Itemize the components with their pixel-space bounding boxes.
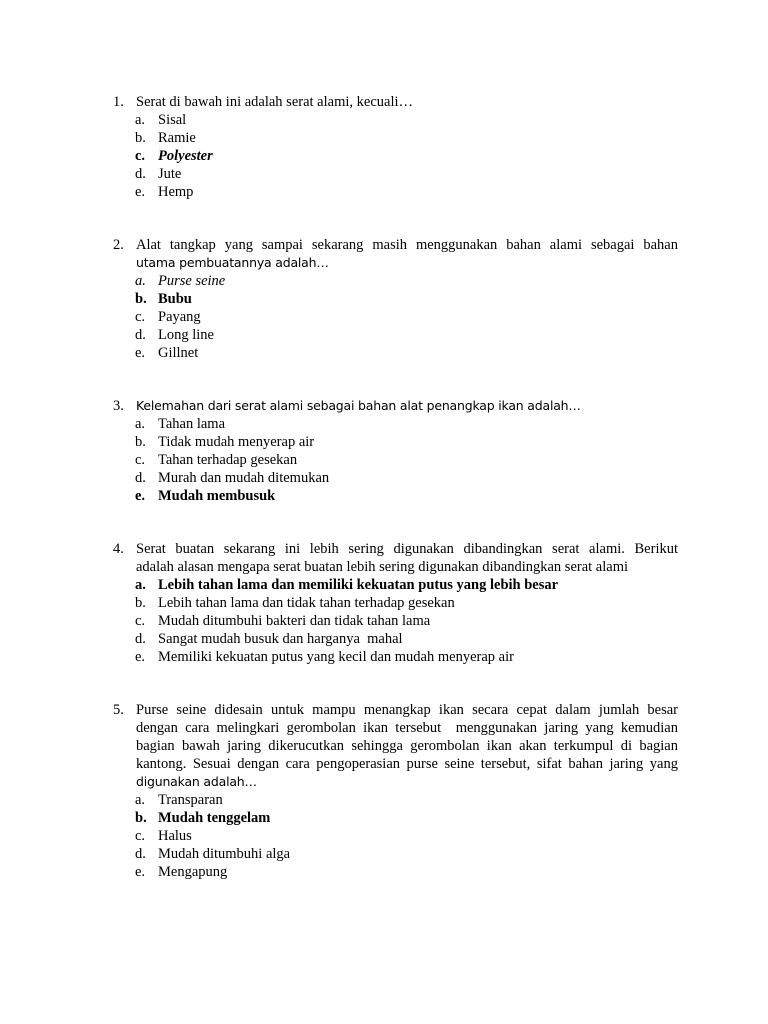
question-text-line: Alat tangkap yang sampai sekarang masih menggunakan bahan alami sebagai bahan <box>136 237 678 253</box>
question-4 <box>113 540 678 666</box>
question-2 <box>113 236 678 362</box>
question-stem <box>113 540 678 576</box>
question-number: 2. <box>113 237 124 253</box>
option-list <box>113 111 678 201</box>
question-number: 3. <box>113 398 124 414</box>
question-number: 1. <box>113 94 124 110</box>
question-text-line: Purse seine didesain untuk mampu menangkap ikan secara cepat dalam jumlah besar <box>136 702 678 718</box>
option-d: d. Jute <box>135 166 182 182</box>
option-d: d. Long line <box>135 327 214 343</box>
question-text-line: utama pembuatannya adalah… <box>136 255 329 270</box>
option-e: e. Mudah membusuk <box>135 488 276 504</box>
question-stem <box>113 236 678 272</box>
question-text-line: bagian bawah jaring dikerucutkan sehingga gerombolan ikan akan terkumpul di bagian <box>136 738 678 754</box>
question-text-line: adalah alasan mengapa serat buatan lebih sering digunakan dibandingkan serat alami <box>136 559 629 575</box>
question-3 <box>113 397 678 505</box>
option-list <box>113 415 678 505</box>
question-number: 5. <box>113 702 124 718</box>
option-e: e. Memiliki kekuatan putus yang kecil dan mudah menyerap air <box>135 649 514 665</box>
option-c: c. Payang <box>135 309 201 325</box>
option-a: a. Sisal <box>135 112 187 128</box>
option-list <box>113 576 678 666</box>
option-list <box>113 791 678 881</box>
option-e: e. Hemp <box>135 184 194 200</box>
option-a: a. Transparan <box>135 792 223 808</box>
option-c: c. Halus <box>135 828 192 844</box>
question-text-line: Serat buatan sekarang ini lebih sering digunakan dibandingkan serat alami. Berikut <box>136 541 678 557</box>
option-d: d. Mudah ditumbuhi alga <box>135 846 291 862</box>
option-c: c. Mudah ditumbuhi bakteri dan tidak tahan lama <box>135 613 431 629</box>
question-number: 4. <box>113 541 124 557</box>
question-text: Kelemahan dari serat alami sebagai bahan alat penangkap ikan adalah… <box>136 398 581 413</box>
question-text-line: digunakan adalah… <box>136 774 257 789</box>
question-1 <box>113 93 678 201</box>
option-list <box>113 272 678 362</box>
question-text-line: dengan cara melingkari gerombolan ikan tersebut menggunakan jaring yang kemudian <box>136 720 678 736</box>
option-b: b. Mudah tenggelam <box>135 810 271 826</box>
option-b: b. Lebih tahan lama dan tidak tahan terhadap gesekan <box>135 595 455 611</box>
option-a: a. Lebih tahan lama dan memiliki kekuatan putus yang lebih besar <box>135 577 559 593</box>
option-d: d. Murah dan mudah ditemukan <box>135 470 330 486</box>
option-a: a. Tahan lama <box>135 416 226 432</box>
option-a: a. Purse seine <box>135 273 226 289</box>
question-stem <box>113 701 678 791</box>
option-c: c. Polyester <box>135 148 213 164</box>
question-5 <box>113 701 678 881</box>
option-e: e. Gillnet <box>135 345 199 361</box>
question-text: Serat di bawah ini adalah serat alami, kecuali… <box>136 94 414 110</box>
option-b: b. Bubu <box>135 291 192 307</box>
question-stem <box>113 93 678 111</box>
option-b: b. Ramie <box>135 130 196 146</box>
question-text-line: kantong. Sesuai dengan cara pengoperasian purse seine tersebut, sifat bahan jaring yang <box>136 756 678 772</box>
option-e: e. Mengapung <box>135 864 228 880</box>
option-c: c. Tahan terhadap gesekan <box>135 452 298 468</box>
question-stem <box>113 397 678 415</box>
option-d: d. Sangat mudah busuk dan harganya mahal <box>135 631 403 647</box>
option-b: b. Tidak mudah menyerap air <box>135 434 315 450</box>
